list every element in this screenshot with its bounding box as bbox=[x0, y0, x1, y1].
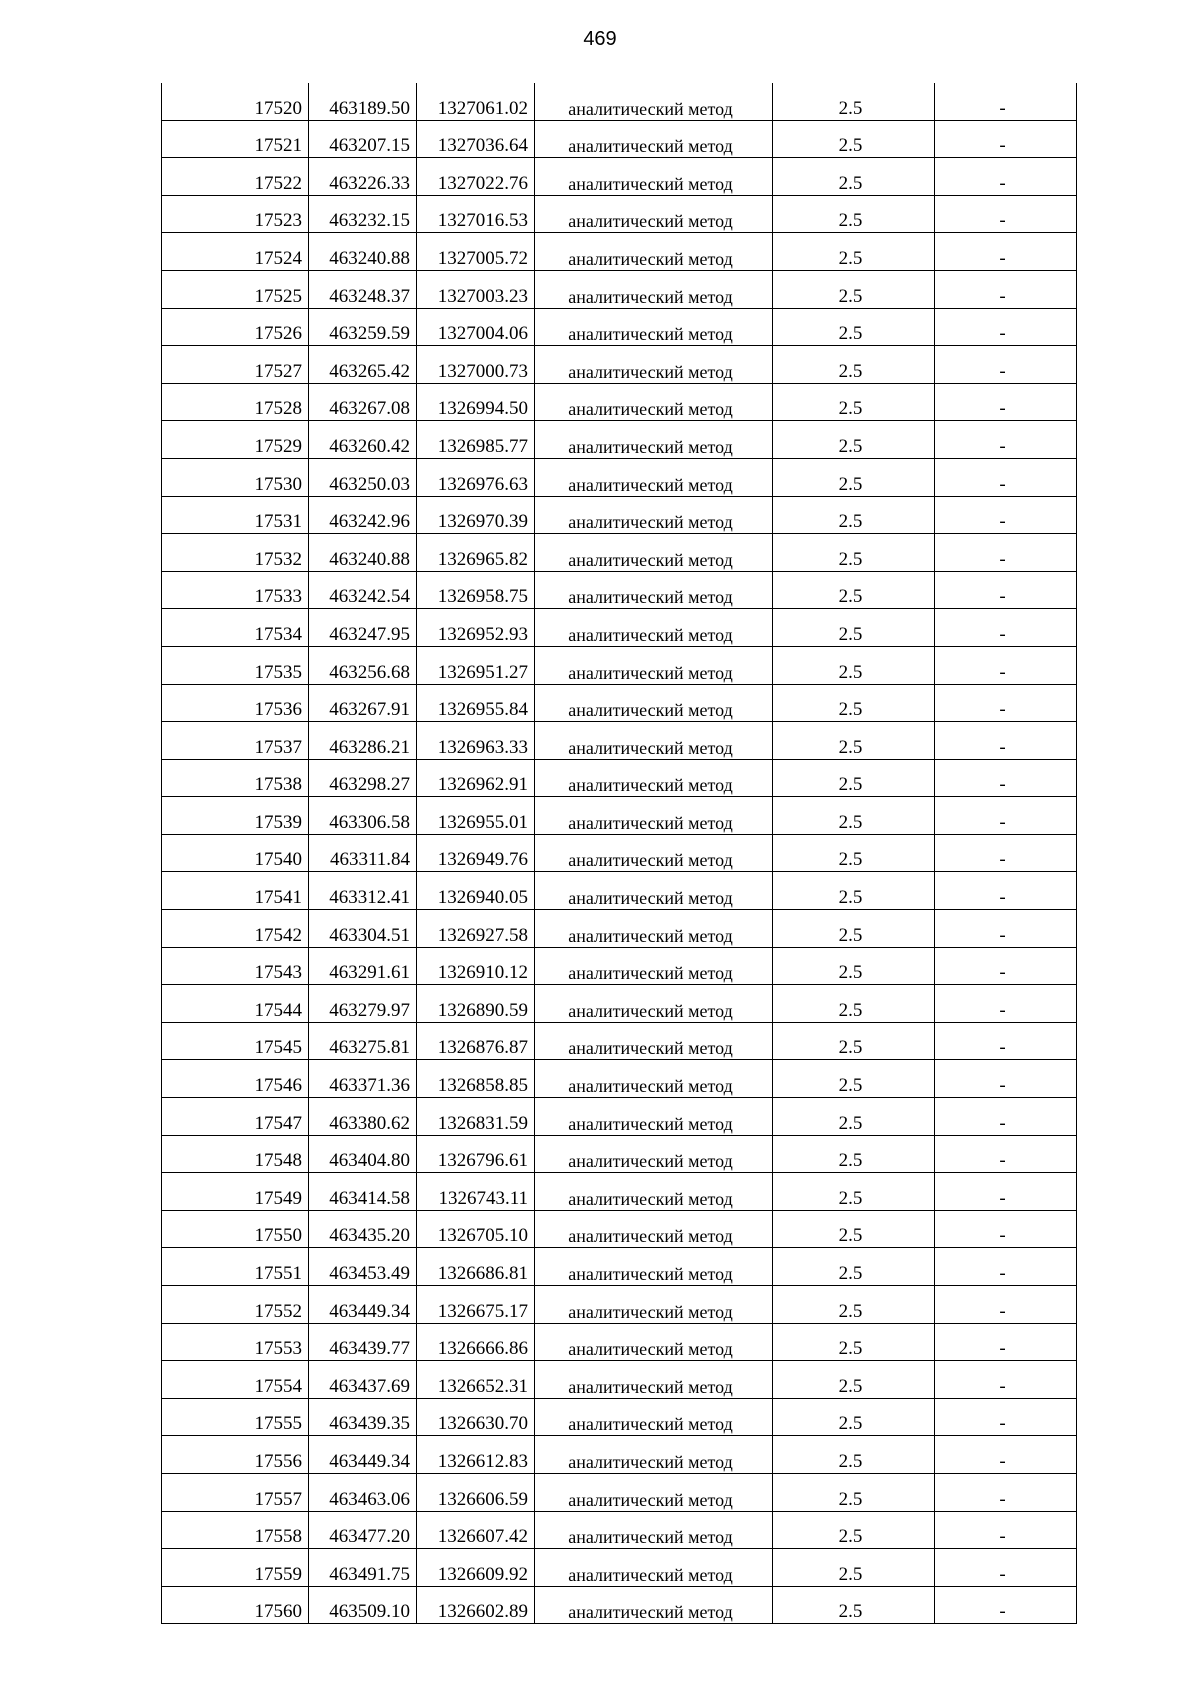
point-number-cell: 17531 bbox=[162, 496, 309, 534]
y-coordinate-cell: 1326705.10 bbox=[417, 1210, 535, 1248]
table-row bbox=[162, 158, 1077, 196]
method-cell: аналитический метод bbox=[535, 1511, 773, 1549]
accuracy-cell: 2.5 bbox=[773, 571, 935, 609]
table-row bbox=[162, 1210, 1077, 1248]
point-number-cell: 17554 bbox=[162, 1361, 309, 1399]
note-cell: - bbox=[935, 947, 1077, 985]
table-row bbox=[162, 1398, 1077, 1436]
y-coordinate-cell: 1327000.73 bbox=[417, 346, 535, 384]
note-cell: - bbox=[935, 1436, 1077, 1474]
table-row bbox=[162, 947, 1077, 985]
table-row bbox=[162, 120, 1077, 158]
x-coordinate-cell: 463267.91 bbox=[309, 684, 417, 722]
x-coordinate-cell: 463242.54 bbox=[309, 571, 417, 609]
method-cell: аналитический метод bbox=[535, 1098, 773, 1136]
point-number-cell: 17522 bbox=[162, 158, 309, 196]
point-number-cell: 17558 bbox=[162, 1511, 309, 1549]
table-row bbox=[162, 496, 1077, 534]
table-row bbox=[162, 346, 1077, 384]
x-coordinate-cell: 463226.33 bbox=[309, 158, 417, 196]
method-cell: аналитический метод bbox=[535, 834, 773, 872]
accuracy-cell: 2.5 bbox=[773, 458, 935, 496]
table-row bbox=[162, 1361, 1077, 1399]
x-coordinate-cell: 463453.49 bbox=[309, 1248, 417, 1286]
point-number-cell: 17542 bbox=[162, 910, 309, 948]
table-row bbox=[162, 609, 1077, 647]
note-cell: - bbox=[935, 1248, 1077, 1286]
table-row bbox=[162, 646, 1077, 684]
x-coordinate-cell: 463304.51 bbox=[309, 910, 417, 948]
method-cell: аналитический метод bbox=[535, 985, 773, 1023]
note-cell: - bbox=[935, 195, 1077, 233]
x-coordinate-cell: 463404.80 bbox=[309, 1135, 417, 1173]
accuracy-cell: 2.5 bbox=[773, 684, 935, 722]
point-number-cell: 17530 bbox=[162, 458, 309, 496]
y-coordinate-cell: 1326963.33 bbox=[417, 722, 535, 760]
note-cell: - bbox=[935, 270, 1077, 308]
method-cell: аналитический метод bbox=[535, 496, 773, 534]
point-number-cell: 17534 bbox=[162, 609, 309, 647]
accuracy-cell: 2.5 bbox=[773, 1586, 935, 1624]
note-cell: - bbox=[935, 1060, 1077, 1098]
point-number-cell: 17524 bbox=[162, 233, 309, 271]
point-number-cell: 17543 bbox=[162, 947, 309, 985]
point-number-cell: 17527 bbox=[162, 346, 309, 384]
note-cell: - bbox=[935, 1210, 1077, 1248]
note-cell: - bbox=[935, 458, 1077, 496]
method-cell: аналитический метод bbox=[535, 308, 773, 346]
x-coordinate-cell: 463265.42 bbox=[309, 346, 417, 384]
method-cell: аналитический метод bbox=[535, 83, 773, 120]
point-number-cell: 17523 bbox=[162, 195, 309, 233]
point-number-cell: 17540 bbox=[162, 834, 309, 872]
x-coordinate-cell: 463267.08 bbox=[309, 383, 417, 421]
table-row bbox=[162, 458, 1077, 496]
x-coordinate-cell: 463259.59 bbox=[309, 308, 417, 346]
y-coordinate-cell: 1326609.92 bbox=[417, 1549, 535, 1587]
x-coordinate-cell: 463260.42 bbox=[309, 421, 417, 459]
accuracy-cell: 2.5 bbox=[773, 1135, 935, 1173]
accuracy-cell: 2.5 bbox=[773, 834, 935, 872]
method-cell: аналитический метод bbox=[535, 684, 773, 722]
point-number-cell: 17550 bbox=[162, 1210, 309, 1248]
method-cell: аналитический метод bbox=[535, 158, 773, 196]
point-number-cell: 17536 bbox=[162, 684, 309, 722]
point-number-cell: 17547 bbox=[162, 1098, 309, 1136]
y-coordinate-cell: 1326927.58 bbox=[417, 910, 535, 948]
method-cell: аналитический метод bbox=[535, 722, 773, 760]
method-cell: аналитический метод bbox=[535, 947, 773, 985]
table-row bbox=[162, 233, 1077, 271]
note-cell: - bbox=[935, 684, 1077, 722]
accuracy-cell: 2.5 bbox=[773, 534, 935, 572]
x-coordinate-cell: 463240.88 bbox=[309, 233, 417, 271]
method-cell: аналитический метод bbox=[535, 1173, 773, 1211]
note-cell: - bbox=[935, 759, 1077, 797]
note-cell: - bbox=[935, 834, 1077, 872]
x-coordinate-cell: 463435.20 bbox=[309, 1210, 417, 1248]
y-coordinate-cell: 1326951.27 bbox=[417, 646, 535, 684]
x-coordinate-cell: 463311.84 bbox=[309, 834, 417, 872]
table-row bbox=[162, 1286, 1077, 1324]
accuracy-cell: 2.5 bbox=[773, 759, 935, 797]
accuracy-cell: 2.5 bbox=[773, 985, 935, 1023]
method-cell: аналитический метод bbox=[535, 1586, 773, 1624]
table-row bbox=[162, 684, 1077, 722]
method-cell: аналитический метод bbox=[535, 571, 773, 609]
y-coordinate-cell: 1326796.61 bbox=[417, 1135, 535, 1173]
accuracy-cell: 2.5 bbox=[773, 797, 935, 835]
y-coordinate-cell: 1326612.83 bbox=[417, 1436, 535, 1474]
method-cell: аналитический метод bbox=[535, 1549, 773, 1587]
method-cell: аналитический метод bbox=[535, 797, 773, 835]
table-row bbox=[162, 308, 1077, 346]
y-coordinate-cell: 1327022.76 bbox=[417, 158, 535, 196]
x-coordinate-cell: 463312.41 bbox=[309, 872, 417, 910]
table-row bbox=[162, 534, 1077, 572]
table-row bbox=[162, 1173, 1077, 1211]
x-coordinate-cell: 463449.34 bbox=[309, 1286, 417, 1324]
note-cell: - bbox=[935, 120, 1077, 158]
note-cell: - bbox=[935, 83, 1077, 120]
point-number-cell: 17537 bbox=[162, 722, 309, 760]
y-coordinate-cell: 1327003.23 bbox=[417, 270, 535, 308]
method-cell: аналитический метод bbox=[535, 1248, 773, 1286]
method-cell: аналитический метод bbox=[535, 1436, 773, 1474]
x-coordinate-cell: 463279.97 bbox=[309, 985, 417, 1023]
coordinates-table-body bbox=[162, 83, 1077, 1624]
accuracy-cell: 2.5 bbox=[773, 1248, 935, 1286]
note-cell: - bbox=[935, 872, 1077, 910]
y-coordinate-cell: 1326962.91 bbox=[417, 759, 535, 797]
note-cell: - bbox=[935, 609, 1077, 647]
table-row bbox=[162, 722, 1077, 760]
table-row bbox=[162, 571, 1077, 609]
y-coordinate-cell: 1326831.59 bbox=[417, 1098, 535, 1136]
point-number-cell: 17560 bbox=[162, 1586, 309, 1624]
point-number-cell: 17557 bbox=[162, 1473, 309, 1511]
point-number-cell: 17559 bbox=[162, 1549, 309, 1587]
note-cell: - bbox=[935, 158, 1077, 196]
y-coordinate-cell: 1327016.53 bbox=[417, 195, 535, 233]
x-coordinate-cell: 463242.96 bbox=[309, 496, 417, 534]
point-number-cell: 17546 bbox=[162, 1060, 309, 1098]
accuracy-cell: 2.5 bbox=[773, 346, 935, 384]
y-coordinate-cell: 1326652.31 bbox=[417, 1361, 535, 1399]
x-coordinate-cell: 463437.69 bbox=[309, 1361, 417, 1399]
point-number-cell: 17526 bbox=[162, 308, 309, 346]
point-number-cell: 17541 bbox=[162, 872, 309, 910]
point-number-cell: 17525 bbox=[162, 270, 309, 308]
method-cell: аналитический метод bbox=[535, 383, 773, 421]
y-coordinate-cell: 1327004.06 bbox=[417, 308, 535, 346]
y-coordinate-cell: 1326970.39 bbox=[417, 496, 535, 534]
accuracy-cell: 2.5 bbox=[773, 1549, 935, 1587]
x-coordinate-cell: 463247.95 bbox=[309, 609, 417, 647]
note-cell: - bbox=[935, 571, 1077, 609]
point-number-cell: 17535 bbox=[162, 646, 309, 684]
table-row bbox=[162, 797, 1077, 835]
accuracy-cell: 2.5 bbox=[773, 1060, 935, 1098]
page-number: 469 bbox=[583, 28, 617, 50]
x-coordinate-cell: 463275.81 bbox=[309, 1022, 417, 1060]
point-number-cell: 17539 bbox=[162, 797, 309, 835]
table-row bbox=[162, 1135, 1077, 1173]
method-cell: аналитический метод bbox=[535, 646, 773, 684]
table-row bbox=[162, 1473, 1077, 1511]
point-number-cell: 17553 bbox=[162, 1323, 309, 1361]
y-coordinate-cell: 1326602.89 bbox=[417, 1586, 535, 1624]
method-cell: аналитический метод bbox=[535, 270, 773, 308]
table-row bbox=[162, 1586, 1077, 1624]
point-number-cell: 17544 bbox=[162, 985, 309, 1023]
note-cell: - bbox=[935, 233, 1077, 271]
point-number-cell: 17532 bbox=[162, 534, 309, 572]
point-number-cell: 17533 bbox=[162, 571, 309, 609]
method-cell: аналитический метод bbox=[535, 534, 773, 572]
method-cell: аналитический метод bbox=[535, 872, 773, 910]
table-row bbox=[162, 1436, 1077, 1474]
method-cell: аналитический метод bbox=[535, 1022, 773, 1060]
y-coordinate-cell: 1326606.59 bbox=[417, 1473, 535, 1511]
x-coordinate-cell: 463298.27 bbox=[309, 759, 417, 797]
note-cell: - bbox=[935, 1586, 1077, 1624]
x-coordinate-cell: 463286.21 bbox=[309, 722, 417, 760]
y-coordinate-cell: 1326666.86 bbox=[417, 1323, 535, 1361]
note-cell: - bbox=[935, 346, 1077, 384]
method-cell: аналитический метод bbox=[535, 120, 773, 158]
accuracy-cell: 2.5 bbox=[773, 83, 935, 120]
accuracy-cell: 2.5 bbox=[773, 910, 935, 948]
point-number-cell: 17528 bbox=[162, 383, 309, 421]
method-cell: аналитический метод bbox=[535, 195, 773, 233]
note-cell: - bbox=[935, 1511, 1077, 1549]
x-coordinate-cell: 463380.62 bbox=[309, 1098, 417, 1136]
method-cell: аналитический метод bbox=[535, 1135, 773, 1173]
point-number-cell: 17529 bbox=[162, 421, 309, 459]
y-coordinate-cell: 1326994.50 bbox=[417, 383, 535, 421]
x-coordinate-cell: 463371.36 bbox=[309, 1060, 417, 1098]
table-row bbox=[162, 1098, 1077, 1136]
x-coordinate-cell: 463509.10 bbox=[309, 1586, 417, 1624]
method-cell: аналитический метод bbox=[535, 1286, 773, 1324]
method-cell: аналитический метод bbox=[535, 609, 773, 647]
accuracy-cell: 2.5 bbox=[773, 1286, 935, 1324]
y-coordinate-cell: 1326955.84 bbox=[417, 684, 535, 722]
table-row bbox=[162, 872, 1077, 910]
method-cell: аналитический метод bbox=[535, 346, 773, 384]
method-cell: аналитический метод bbox=[535, 421, 773, 459]
x-coordinate-cell: 463291.61 bbox=[309, 947, 417, 985]
point-number-cell: 17538 bbox=[162, 759, 309, 797]
point-number-cell: 17556 bbox=[162, 1436, 309, 1474]
method-cell: аналитический метод bbox=[535, 1361, 773, 1399]
y-coordinate-cell: 1326940.05 bbox=[417, 872, 535, 910]
y-coordinate-cell: 1326949.76 bbox=[417, 834, 535, 872]
accuracy-cell: 2.5 bbox=[773, 1398, 935, 1436]
table-row bbox=[162, 759, 1077, 797]
table-row bbox=[162, 421, 1077, 459]
method-cell: аналитический метод bbox=[535, 1398, 773, 1436]
table-row bbox=[162, 1549, 1077, 1587]
point-number-cell: 17551 bbox=[162, 1248, 309, 1286]
y-coordinate-cell: 1326630.70 bbox=[417, 1398, 535, 1436]
point-number-cell: 17552 bbox=[162, 1286, 309, 1324]
y-coordinate-cell: 1326743.11 bbox=[417, 1173, 535, 1211]
y-coordinate-cell: 1327061.02 bbox=[417, 83, 535, 120]
table-row bbox=[162, 270, 1077, 308]
note-cell: - bbox=[935, 1361, 1077, 1399]
method-cell: аналитический метод bbox=[535, 1323, 773, 1361]
y-coordinate-cell: 1326955.01 bbox=[417, 797, 535, 835]
note-cell: - bbox=[935, 1323, 1077, 1361]
x-coordinate-cell: 463248.37 bbox=[309, 270, 417, 308]
note-cell: - bbox=[935, 308, 1077, 346]
accuracy-cell: 2.5 bbox=[773, 195, 935, 233]
table-row bbox=[162, 195, 1077, 233]
note-cell: - bbox=[935, 797, 1077, 835]
note-cell: - bbox=[935, 421, 1077, 459]
table-row bbox=[162, 910, 1077, 948]
accuracy-cell: 2.5 bbox=[773, 1473, 935, 1511]
x-coordinate-cell: 463463.06 bbox=[309, 1473, 417, 1511]
accuracy-cell: 2.5 bbox=[773, 1436, 935, 1474]
x-coordinate-cell: 463240.88 bbox=[309, 534, 417, 572]
y-coordinate-cell: 1326675.17 bbox=[417, 1286, 535, 1324]
y-coordinate-cell: 1326952.93 bbox=[417, 609, 535, 647]
x-coordinate-cell: 463207.15 bbox=[309, 120, 417, 158]
method-cell: аналитический метод bbox=[535, 458, 773, 496]
point-number-cell: 17520 bbox=[162, 83, 309, 120]
accuracy-cell: 2.5 bbox=[773, 1323, 935, 1361]
accuracy-cell: 2.5 bbox=[773, 1361, 935, 1399]
y-coordinate-cell: 1327036.64 bbox=[417, 120, 535, 158]
method-cell: аналитический метод bbox=[535, 1210, 773, 1248]
note-cell: - bbox=[935, 1286, 1077, 1324]
y-coordinate-cell: 1326890.59 bbox=[417, 985, 535, 1023]
note-cell: - bbox=[935, 1398, 1077, 1436]
note-cell: - bbox=[935, 722, 1077, 760]
x-coordinate-cell: 463189.50 bbox=[309, 83, 417, 120]
y-coordinate-cell: 1326965.82 bbox=[417, 534, 535, 572]
y-coordinate-cell: 1326858.85 bbox=[417, 1060, 535, 1098]
method-cell: аналитический метод bbox=[535, 1473, 773, 1511]
accuracy-cell: 2.5 bbox=[773, 421, 935, 459]
method-cell: аналитический метод bbox=[535, 1060, 773, 1098]
table-row bbox=[162, 1511, 1077, 1549]
y-coordinate-cell: 1327005.72 bbox=[417, 233, 535, 271]
table-row bbox=[162, 1022, 1077, 1060]
note-cell: - bbox=[935, 1173, 1077, 1211]
table-row bbox=[162, 1248, 1077, 1286]
point-number-cell: 17521 bbox=[162, 120, 309, 158]
note-cell: - bbox=[935, 1473, 1077, 1511]
note-cell: - bbox=[935, 1022, 1077, 1060]
y-coordinate-cell: 1326958.75 bbox=[417, 571, 535, 609]
y-coordinate-cell: 1326686.81 bbox=[417, 1248, 535, 1286]
accuracy-cell: 2.5 bbox=[773, 383, 935, 421]
x-coordinate-cell: 463449.34 bbox=[309, 1436, 417, 1474]
x-coordinate-cell: 463439.77 bbox=[309, 1323, 417, 1361]
table-row bbox=[162, 985, 1077, 1023]
accuracy-cell: 2.5 bbox=[773, 872, 935, 910]
x-coordinate-cell: 463250.03 bbox=[309, 458, 417, 496]
x-coordinate-cell: 463306.58 bbox=[309, 797, 417, 835]
x-coordinate-cell: 463491.75 bbox=[309, 1549, 417, 1587]
point-number-cell: 17555 bbox=[162, 1398, 309, 1436]
accuracy-cell: 2.5 bbox=[773, 609, 935, 647]
accuracy-cell: 2.5 bbox=[773, 270, 935, 308]
accuracy-cell: 2.5 bbox=[773, 120, 935, 158]
note-cell: - bbox=[935, 646, 1077, 684]
x-coordinate-cell: 463477.20 bbox=[309, 1511, 417, 1549]
accuracy-cell: 2.5 bbox=[773, 308, 935, 346]
accuracy-cell: 2.5 bbox=[773, 947, 935, 985]
x-coordinate-cell: 463439.35 bbox=[309, 1398, 417, 1436]
y-coordinate-cell: 1326607.42 bbox=[417, 1511, 535, 1549]
accuracy-cell: 2.5 bbox=[773, 1098, 935, 1136]
accuracy-cell: 2.5 bbox=[773, 722, 935, 760]
point-number-cell: 17545 bbox=[162, 1022, 309, 1060]
accuracy-cell: 2.5 bbox=[773, 1022, 935, 1060]
table-row bbox=[162, 383, 1077, 421]
note-cell: - bbox=[935, 496, 1077, 534]
method-cell: аналитический метод bbox=[535, 910, 773, 948]
accuracy-cell: 2.5 bbox=[773, 1511, 935, 1549]
table-row bbox=[162, 1060, 1077, 1098]
coordinates-table bbox=[161, 83, 1077, 1624]
note-cell: - bbox=[935, 910, 1077, 948]
accuracy-cell: 2.5 bbox=[773, 646, 935, 684]
point-number-cell: 17549 bbox=[162, 1173, 309, 1211]
x-coordinate-cell: 463232.15 bbox=[309, 195, 417, 233]
table-row bbox=[162, 834, 1077, 872]
y-coordinate-cell: 1326985.77 bbox=[417, 421, 535, 459]
accuracy-cell: 2.5 bbox=[773, 233, 935, 271]
accuracy-cell: 2.5 bbox=[773, 158, 935, 196]
x-coordinate-cell: 463256.68 bbox=[309, 646, 417, 684]
table-row bbox=[162, 1323, 1077, 1361]
accuracy-cell: 2.5 bbox=[773, 1210, 935, 1248]
y-coordinate-cell: 1326910.12 bbox=[417, 947, 535, 985]
note-cell: - bbox=[935, 1135, 1077, 1173]
point-number-cell: 17548 bbox=[162, 1135, 309, 1173]
x-coordinate-cell: 463414.58 bbox=[309, 1173, 417, 1211]
note-cell: - bbox=[935, 1098, 1077, 1136]
method-cell: аналитический метод bbox=[535, 759, 773, 797]
accuracy-cell: 2.5 bbox=[773, 496, 935, 534]
y-coordinate-cell: 1326876.87 bbox=[417, 1022, 535, 1060]
note-cell: - bbox=[935, 534, 1077, 572]
note-cell: - bbox=[935, 1549, 1077, 1587]
table-row bbox=[162, 83, 1077, 120]
y-coordinate-cell: 1326976.63 bbox=[417, 458, 535, 496]
note-cell: - bbox=[935, 383, 1077, 421]
method-cell: аналитический метод bbox=[535, 233, 773, 271]
accuracy-cell: 2.5 bbox=[773, 1173, 935, 1211]
note-cell: - bbox=[935, 985, 1077, 1023]
